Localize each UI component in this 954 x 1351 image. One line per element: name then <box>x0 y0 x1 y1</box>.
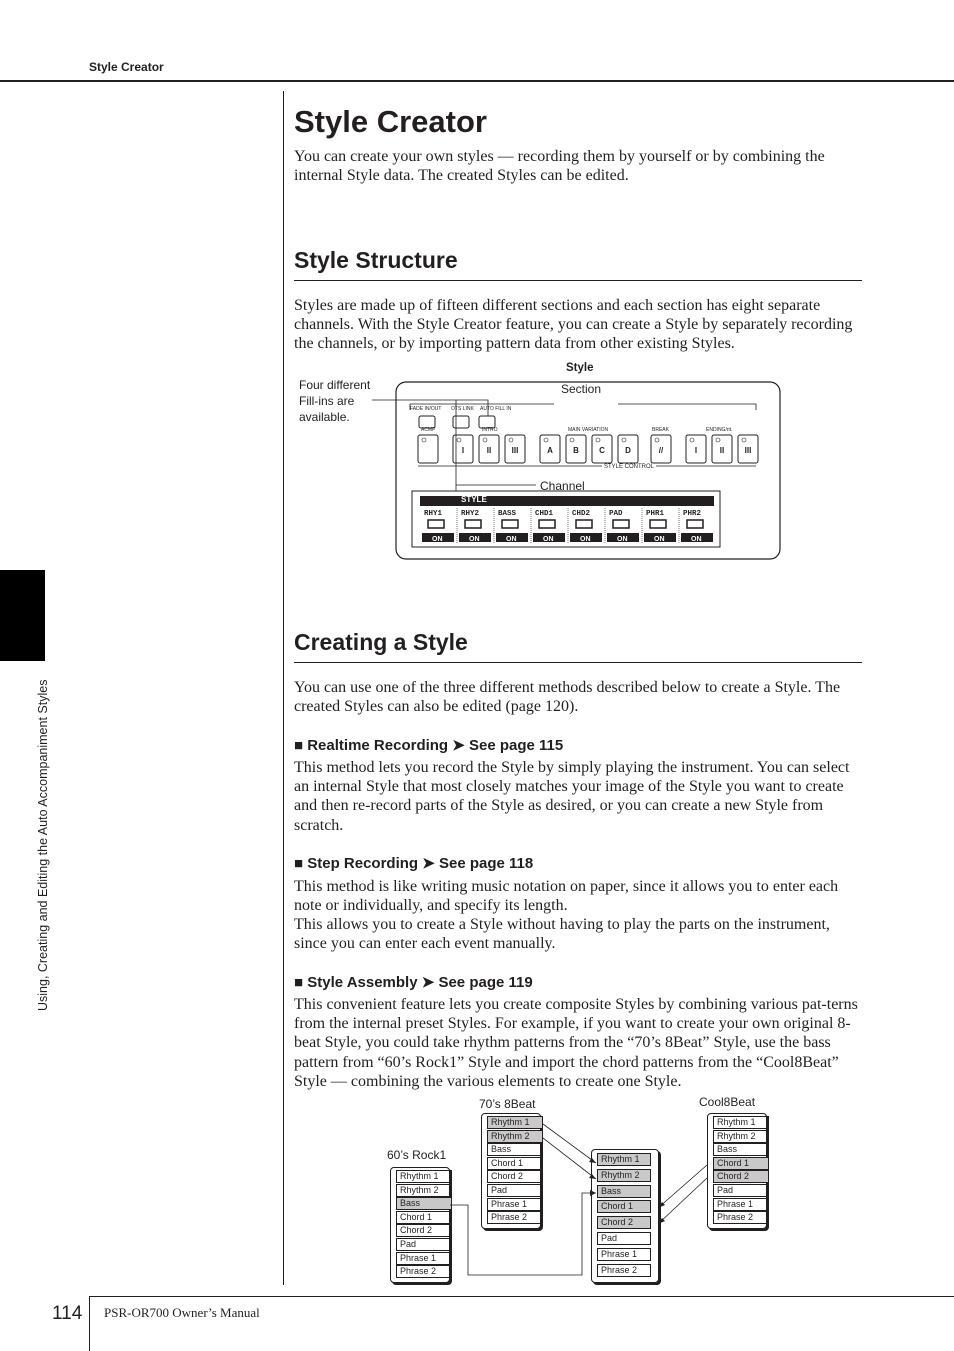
label-style: Style <box>566 362 594 374</box>
channel-cell: Rhythm 2 <box>487 1130 543 1143</box>
lcd-channel-name: CHD2 <box>572 510 591 518</box>
column-70s-8beat <box>481 1113 541 1229</box>
style-assembly-diagram <box>380 1092 780 1292</box>
channel-cell: Chord 2 <box>396 1224 452 1237</box>
button-led <box>716 438 720 442</box>
page-number: 114 <box>52 1303 83 1324</box>
button-led <box>622 438 626 442</box>
button-led <box>596 438 600 442</box>
channel-cell: Chord 2 <box>713 1170 769 1183</box>
channel-cell: Pad <box>396 1238 452 1251</box>
channel-cell: Phrase 2 <box>487 1211 543 1224</box>
page-title: Style Creator <box>294 104 487 139</box>
section-rule <box>294 280 862 281</box>
panel-label-main: MAIN VARIATION <box>568 427 609 433</box>
button-led <box>509 438 513 442</box>
column-60s-rock1 <box>390 1167 450 1283</box>
method-body-realtime: This method lets you record the Style by simply playing the instrument. You can select an internal Style that most closely matches your image of the Style you want to create and then re-record parts of the Style as desired, or you can create a new Style from scratch. <box>294 759 850 834</box>
channel-cell: Chord 2 <box>597 1216 651 1229</box>
button-led <box>422 438 426 442</box>
panel-label-intro: INTRO <box>482 427 498 433</box>
button-led <box>570 438 574 442</box>
channel-cell: Rhythm 2 <box>713 1130 769 1143</box>
creating-paragraph: You can use one of the three different methods described below to create a Style. The created Styles can also be edited (page 120). <box>294 679 841 716</box>
lcd-on-label: ON <box>543 536 554 543</box>
channel-cell: Chord 1 <box>487 1157 543 1170</box>
button-label: C <box>599 446 605 455</box>
channel-cell: Phrase 2 <box>396 1265 452 1278</box>
label-channel: Channel <box>540 479 585 493</box>
button-label: II <box>486 446 492 455</box>
channel-cell: Chord 2 <box>487 1170 543 1183</box>
channel-cell: Rhythm 2 <box>597 1169 651 1182</box>
button-led <box>742 438 746 442</box>
channel-cell: Bass <box>487 1143 543 1156</box>
method-body-assembly: This convenient feature lets you create composite Styles by combining various pat-terns from the internal preset Styles. For example, if you want to create your own original 8-beat Style, you could take rhythm patterns from the “70’s 8Beat” Style, use the bass pattern from “60’s Rock1” Style and import the chord patterns from the “Cool8Beat” Style — combining the various elements to create one Style. <box>294 996 858 1090</box>
button-led <box>457 438 461 442</box>
section-rule <box>294 662 862 663</box>
channel-cell: Chord 1 <box>597 1200 651 1213</box>
channel-cell: Phrase 2 <box>713 1211 769 1224</box>
channel-cell: Phrase 1 <box>396 1252 452 1265</box>
manual-name: PSR-OR700 Owner’s Manual <box>104 1305 260 1320</box>
lcd-channel-name: PHR2 <box>683 510 702 518</box>
method-body-step-2: This allows you to create a Style without having to play the parts on the instrument, since you can enter each event manually. <box>294 916 830 953</box>
button-label: I <box>694 446 698 455</box>
header-rule <box>0 80 954 82</box>
channel-cell: Pad <box>597 1232 651 1245</box>
channel-cell: Phrase 1 <box>713 1198 769 1211</box>
channel-cell: Phrase 1 <box>487 1198 543 1211</box>
channel-cell: Bass <box>713 1143 769 1156</box>
channel-cell: Rhythm 1 <box>396 1170 452 1183</box>
lcd-on-label: ON <box>469 536 480 543</box>
panel-label-autofill: AUTO FILL IN <box>480 406 512 412</box>
panel-label-acmp: ACMP <box>421 427 436 433</box>
lcd-on-label: ON <box>580 536 591 543</box>
method-title-realtime: ■ Realtime Recording ➤ See page 115 <box>294 737 564 754</box>
panel-label-ending: ENDING/rit. <box>706 427 733 433</box>
structure-paragraph: Styles are made up of fifteen different sections and each section has eight separate channels. With the Style Creator feature, you can create a Style by separately recording the channels, or by importing pattern data from other existing Styles. <box>294 297 853 353</box>
lcd-on-label: ON <box>617 536 628 543</box>
lcd-on-label: ON <box>654 536 665 543</box>
panel-label-break: BREAK <box>652 427 669 433</box>
method-title-step: ■ Step Recording ➤ See page 118 <box>294 855 534 872</box>
chapter-tab <box>0 570 45 661</box>
button-label: III <box>511 446 519 455</box>
label-section: Section <box>561 382 602 396</box>
label-fill-ins: Four different Fill-ins are available. <box>299 378 371 424</box>
channel-cell: Bass <box>396 1197 452 1210</box>
lcd-on-label: ON <box>432 536 443 543</box>
footer-rule <box>89 1296 954 1297</box>
channel-cell: Rhythm 1 <box>713 1116 769 1129</box>
section-heading-structure: Style Structure <box>294 247 458 273</box>
channel-cell: Pad <box>487 1184 543 1197</box>
button-label: D <box>625 446 631 455</box>
panel-button <box>418 435 438 463</box>
panel-label-fade: FADE IN/OUT <box>410 406 442 412</box>
button-label: // <box>658 446 664 455</box>
lcd-channel-name: CHD1 <box>535 510 554 518</box>
button-led <box>544 438 548 442</box>
button-led <box>690 438 694 442</box>
intro-paragraph: You can create your own styles — recording them by yourself or by combining the internal Style data. The created Styles can be edited. <box>294 148 825 185</box>
channel-cell: Phrase 2 <box>597 1264 651 1277</box>
side-tab-text: Using, Creating and Editing the Auto Accompaniment Styles <box>36 679 50 1011</box>
button-label: B <box>573 446 579 455</box>
footer-divider <box>89 1296 90 1351</box>
column-cool8beat <box>707 1113 767 1229</box>
channel-cell: Rhythm 2 <box>396 1184 452 1197</box>
channel-cell: Chord 1 <box>713 1157 769 1170</box>
lcd-channel-name: PAD <box>609 510 623 518</box>
channel-cell: Phrase 1 <box>597 1248 651 1261</box>
method-body-step: This method is like writing music notation on paper, since it allows you to enter each note or individually, and specify its length. <box>294 878 839 915</box>
section-heading-creating: Creating a Style <box>294 629 468 655</box>
column-result <box>591 1149 659 1283</box>
lcd-channel-name: PHR1 <box>646 510 665 518</box>
label-70s-8beat: 70’s 8Beat <box>479 1097 536 1111</box>
button-led <box>655 438 659 442</box>
channel-cell: Pad <box>713 1184 769 1197</box>
channel-cell: Rhythm 1 <box>487 1116 543 1129</box>
label-cool8beat: Cool8Beat <box>699 1095 756 1109</box>
lcd-on-label: ON <box>506 536 517 543</box>
lcd-on-label: ON <box>691 536 702 543</box>
button-led <box>483 438 487 442</box>
method-title-assembly: ■ Style Assembly ➤ See page 119 <box>294 974 533 991</box>
lcd-title: STYLE <box>461 495 487 504</box>
lcd-channel-name: RHY1 <box>424 510 443 518</box>
channel-cell: Chord 1 <box>396 1211 452 1224</box>
column-rule <box>283 91 284 1285</box>
running-header: Style Creator <box>89 60 164 74</box>
button-label: III <box>744 446 752 455</box>
button-label: II <box>719 446 725 455</box>
button-label: I <box>461 446 465 455</box>
button-label: A <box>547 446 553 455</box>
label-60s-rock1: 60’s Rock1 <box>387 1148 447 1162</box>
panel-label-style-control: STYLE CONTROL <box>604 464 655 470</box>
style-structure-diagram <box>296 360 786 565</box>
lcd-channel-name: BASS <box>498 510 517 518</box>
lcd-channel-name: RHY2 <box>461 510 480 518</box>
channel-cell: Bass <box>597 1185 651 1198</box>
panel-label-ots: OTS LINK <box>451 406 474 412</box>
channel-cell: Rhythm 1 <box>597 1153 651 1166</box>
